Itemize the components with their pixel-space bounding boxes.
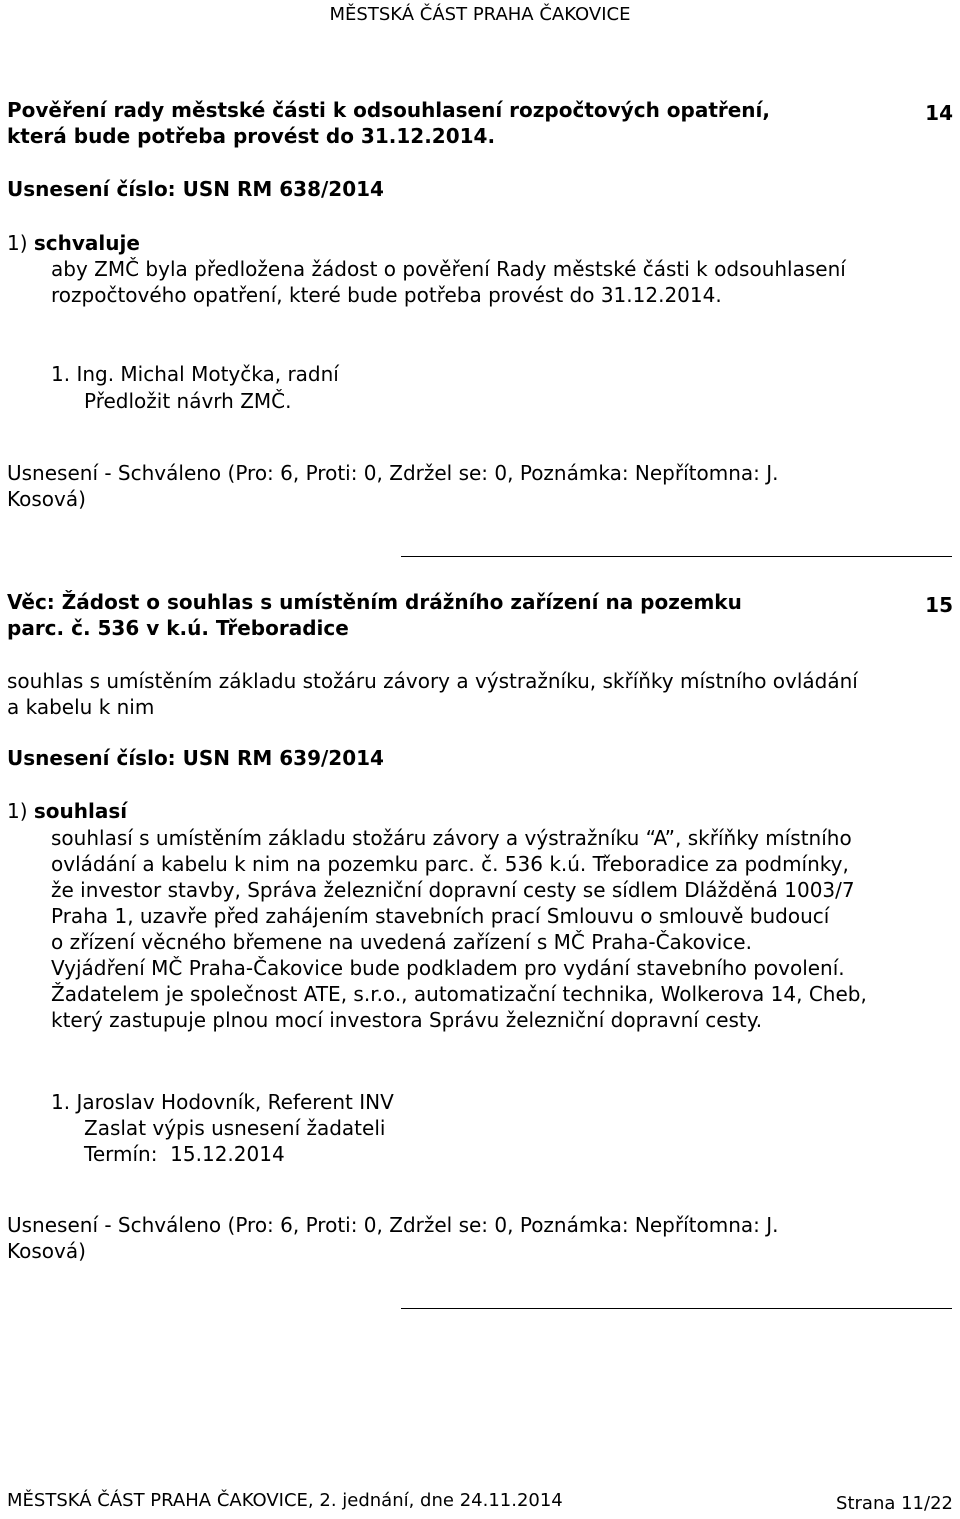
point-text-line: rozpočtového opatření, které bude potřeba provést do 31.12.2014. [51, 283, 722, 307]
point-text-line: že investor stavby, Správa železniční dopravní cesty se sídlem Dlážděná 1003/7 [51, 878, 855, 902]
section-divider [401, 556, 952, 557]
point-text-line: o zřízení věcného břemene na uvedená zařízení s MČ Praha-Čakovice. [51, 930, 752, 954]
item14-title-line: která bude potřeba provést do 31.12.2014. [7, 124, 496, 148]
item14-point-heading [7, 230, 140, 256]
point-label: 1) [7, 799, 34, 823]
summary-line: souhlas s umístěním základu stožáru závory a výstražníku, skříňky místního ovládání [7, 669, 858, 693]
section-divider [401, 1308, 952, 1309]
item14-task-description: Předložit návrh ZMČ. [84, 389, 292, 413]
item15-task-description: Zaslat výpis usnesení žadateli [84, 1116, 386, 1140]
item14-point-text [51, 256, 846, 308]
item15-resolution-number: Usnesení číslo: USN RM 639/2014 [7, 746, 384, 770]
item15-point-heading [7, 798, 127, 824]
item15-task-assignee: 1. Jaroslav Hodovník, Referent INV [51, 1090, 394, 1114]
item15-vote-result [7, 1212, 779, 1264]
item14-resolution-number: Usnesení číslo: USN RM 638/2014 [7, 177, 384, 201]
item15-title-line: parc. č. 536 v k.ú. Třeboradice [7, 616, 349, 640]
point-text-line: Žadatelem je společnost ATE, s.r.o., automatizační technika, Wolkerova 14, Cheb, [51, 982, 867, 1006]
point-verb: schvaluje [33, 231, 140, 255]
item14-title-line: Pověření rady městské části k odsouhlasení rozpočtových opatření, [7, 98, 770, 122]
point-text-line: který zastupuje plnou mocí investora Správu železniční dopravní cesty. [51, 1008, 763, 1032]
summary-line: a kabelu k nim [7, 695, 155, 719]
vote-line: Kosová) [7, 1239, 86, 1263]
page-total: 22 [930, 1493, 953, 1514]
item15-number: 15 [925, 593, 953, 617]
item15-task-deadline: Termín: 15.12.2014 [84, 1142, 285, 1166]
point-text-line: Praha 1, uzavře před zahájením stavebních prací Smlouvu o smlouvě budoucí [51, 904, 830, 928]
item14-task-assignee: 1. Ing. Michal Motyčka, radní [51, 362, 339, 386]
item15-summary [7, 668, 858, 720]
item14-number: 14 [925, 101, 953, 125]
item15-point-text [51, 825, 867, 1033]
point-text-line: souhlasí s umístěním základu stožáru závory a výstražníku “A”, skříňky místního [51, 826, 852, 850]
point-text-line: Vyjádření MČ Praha-Čakovice bude podkladem pro vydání stavebního povolení. [51, 956, 845, 980]
page-current: 11 [901, 1493, 925, 1514]
point-label: 1) [7, 231, 34, 255]
page-number: Strana 11/22 [836, 1493, 953, 1514]
item15-title [7, 589, 742, 641]
item14-vote-result [7, 460, 779, 512]
vote-line: Usnesení - Schváleno (Pro: 6, Proti: 0, Zdržel se: 0, Poznámka: Nepřítomna: J. [7, 1213, 779, 1237]
page-header: MĚSTSKÁ ČÁST PRAHA ČAKOVICE [329, 4, 631, 25]
item15-title-line: Věc: Žádost o souhlas s umístěním drážního zařízení na pozemku [7, 590, 742, 614]
point-text-line: aby ZMČ byla předložena žádost o pověření Rady městské části k odsouhlasení [51, 257, 846, 281]
vote-line: Usnesení - Schváleno (Pro: 6, Proti: 0, Zdržel se: 0, Poznámka: Nepřítomna: J. [7, 461, 779, 485]
page-label: Strana [836, 1493, 902, 1514]
point-verb: souhlasí [33, 799, 128, 823]
item14-title [7, 97, 770, 149]
page-footer: MĚSTSKÁ ČÁST PRAHA ČAKOVICE, 2. jednání, dne 24.11.2014 [7, 1490, 563, 1511]
point-text-line: ovládání a kabelu k nim na pozemku parc. č. 536 k.ú. Třeboradice za podmínky, [51, 852, 849, 876]
vote-line: Kosová) [7, 487, 86, 511]
